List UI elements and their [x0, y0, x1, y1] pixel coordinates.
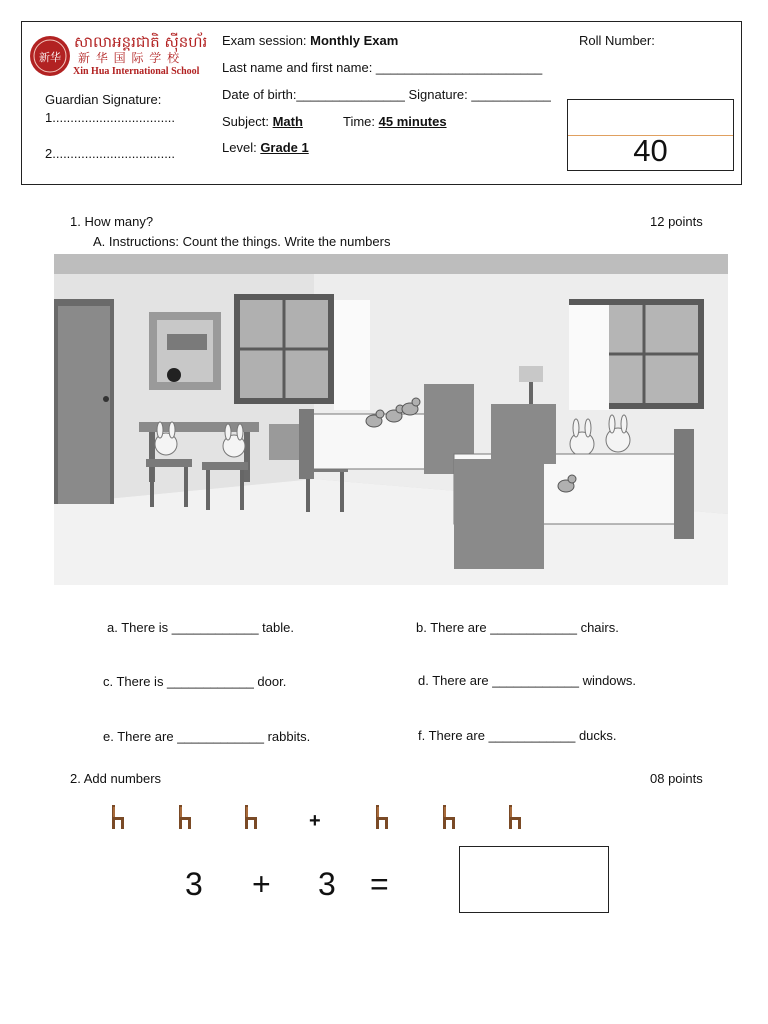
name-field[interactable]: Last name and first name: _______________________ — [222, 60, 543, 75]
time-label: Time: — [343, 114, 379, 129]
equation-equals: = — [370, 866, 389, 902]
equation-plus: + — [252, 866, 271, 902]
level — [222, 140, 309, 156]
guardian-signature-line-2[interactable]: 2.................................. — [45, 146, 176, 161]
q1-item-e[interactable]: e. There are ____________ rabbits. — [103, 729, 311, 744]
time-value: 45 minutes — [378, 114, 447, 129]
score-box[interactable] — [567, 99, 734, 171]
total-score: 40 — [633, 133, 668, 168]
roll-number-label: Roll Number: — [579, 33, 655, 48]
q1-item-f[interactable]: f. There are ____________ ducks. — [418, 728, 617, 743]
exam-session — [222, 33, 398, 49]
bedroom-illustration — [54, 254, 728, 585]
q1-item-d[interactable]: d. There are ____________ windows. — [418, 673, 637, 688]
school-khmer-name: សាលាអន្តរជាតិ ស៊ីនហ័រ — [74, 33, 208, 51]
dob-signature-field[interactable]: Date of birth:_______________ Signature: ___________ — [222, 87, 551, 102]
chair-icon — [243, 805, 259, 829]
chair-icon — [177, 805, 193, 829]
level-value: Grade 1 — [260, 140, 309, 155]
door-icon — [54, 299, 114, 504]
chair-icon — [507, 805, 523, 829]
chair-icon — [374, 805, 390, 829]
q1-title: 1. How many? — [70, 214, 154, 229]
exam-session-label: Exam session: — [222, 33, 311, 48]
subject-label: Subject: — [222, 114, 273, 129]
school-english-name: Xin Hua International School — [73, 66, 200, 77]
guardian-signature-line-1[interactable]: 1.................................. — [45, 110, 176, 125]
window-icon — [569, 299, 704, 410]
level-label: Level: — [222, 140, 261, 155]
exam-session-value: Monthly Exam — [310, 33, 399, 48]
window-icon — [234, 294, 370, 410]
wall-shelf-icon — [149, 312, 221, 390]
chair-icon — [110, 805, 126, 829]
answer-box[interactable] — [459, 846, 609, 913]
q1-points: 12 points — [650, 214, 703, 229]
q1-item-b[interactable]: b. There are ____________ chairs. — [416, 620, 619, 635]
equation-left-operand: 3 — [185, 866, 203, 902]
subject — [222, 114, 303, 130]
q1-item-c[interactable]: c. There is ____________ door. — [103, 674, 287, 689]
chair-icon — [441, 805, 457, 829]
guardian-signature-label: Guardian Signature: — [45, 92, 162, 107]
school-logo — [29, 34, 71, 78]
time — [343, 114, 447, 130]
subject-value: Math — [272, 114, 303, 129]
q2-points: 08 points — [650, 771, 703, 786]
q2-title: 2. Add numbers — [70, 771, 162, 786]
school-chinese-name: 新 华 国 际 学 校 — [78, 51, 181, 65]
q1-item-a[interactable]: a. There is ____________ table. — [107, 620, 294, 635]
q1-instruction: A. Instructions: Count the things. Write the numbers — [93, 234, 391, 249]
logo-text: 新华 — [39, 51, 61, 64]
q2-plus-sign: + — [309, 810, 321, 832]
equation-right-operand: 3 — [318, 866, 336, 902]
